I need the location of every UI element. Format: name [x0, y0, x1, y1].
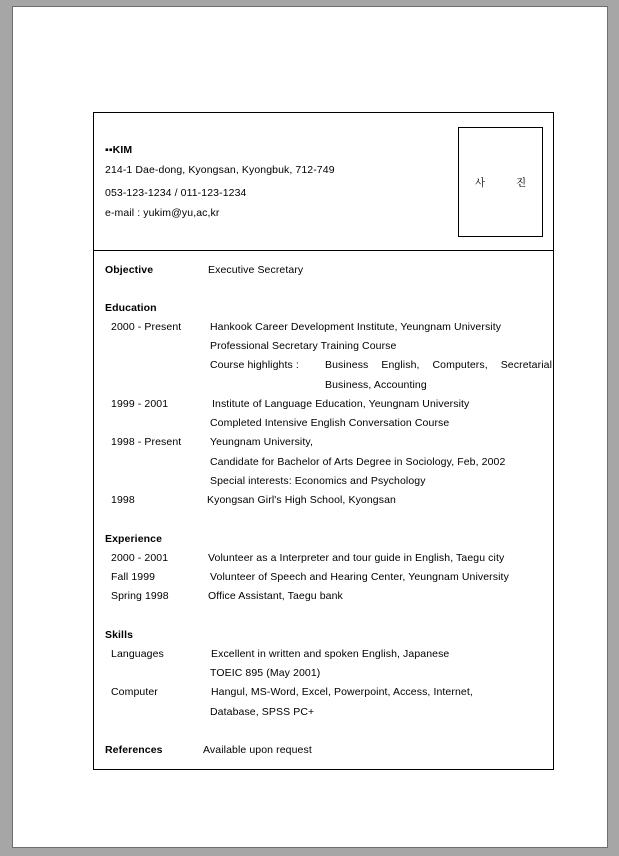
references-value: Available upon request — [203, 744, 312, 756]
skill-line: Hangul, MS-Word, Excel, Powerpoint, Access, Internet, — [211, 686, 473, 698]
education-date: 1999 - 2001 — [111, 398, 169, 410]
skill-line: TOEIC 895 (May 2001) — [210, 667, 321, 679]
objective-value: Executive Secretary — [208, 264, 304, 276]
education-line: Hankook Career Development Institute, Yeungnam University — [210, 321, 502, 333]
education-line: Kyongsan Girl's High School, Kyongsan — [207, 494, 396, 506]
skill-line: Excellent in written and spoken English, Japanese — [211, 648, 450, 660]
education-heading: Education — [105, 302, 157, 314]
applicant-name: ▪▪KIM — [105, 144, 133, 156]
objective-heading: Objective — [105, 264, 154, 276]
experience-heading: Experience — [105, 533, 163, 545]
applicant-phone: 053-123-1234 / 011-123-1234 — [105, 187, 247, 199]
course-highlights-line: Business, Accounting — [325, 379, 427, 391]
course-highlights-line: Business English, Computers, Secretarial — [325, 359, 552, 371]
header-divider — [94, 250, 553, 251]
education-line: Completed Intensive English Conversation Course — [210, 417, 450, 429]
skill-label: Computer — [111, 686, 158, 698]
education-line: Yeungnam University, — [210, 436, 313, 448]
skills-heading: Skills — [105, 629, 134, 641]
experience-text: Volunteer of Speech and Hearing Center, Yeungnam University — [210, 571, 509, 583]
experience-date: Spring 1998 — [111, 590, 169, 602]
references-heading: References — [105, 744, 163, 756]
skill-label: Languages — [111, 648, 164, 660]
education-date: 2000 - Present — [111, 321, 182, 333]
experience-text: Office Assistant, Taegu bank — [208, 590, 343, 602]
experience-text: Volunteer as a Interpreter and tour guide in English, Taegu city — [208, 552, 505, 564]
photo-label: 사 진 — [474, 177, 541, 189]
skill-line: Database, SPSS PC+ — [210, 706, 315, 718]
education-date: 1998 - Present — [111, 436, 182, 448]
course-highlights-label: Course highlights : — [210, 359, 299, 371]
experience-date: 2000 - 2001 — [111, 552, 169, 564]
education-date: 1998 — [111, 494, 135, 506]
photo-placeholder — [458, 127, 543, 237]
education-line: Candidate for Bachelor of Arts Degree in Sociology, Feb, 2002 — [210, 456, 506, 468]
education-line: Special interests: Economics and Psychology — [210, 475, 426, 487]
education-line: Professional Secretary Training Course — [210, 340, 397, 352]
education-line: Institute of Language Education, Yeungnam University — [212, 398, 470, 410]
document-page — [12, 6, 608, 848]
applicant-address: 214-1 Dae-dong, Kyongsan, Kyongbuk, 712-749 — [105, 164, 335, 176]
applicant-email: e-mail : yukim@yu,ac,kr — [105, 207, 220, 219]
resume-frame — [93, 112, 554, 770]
experience-date: Fall 1999 — [111, 571, 156, 583]
